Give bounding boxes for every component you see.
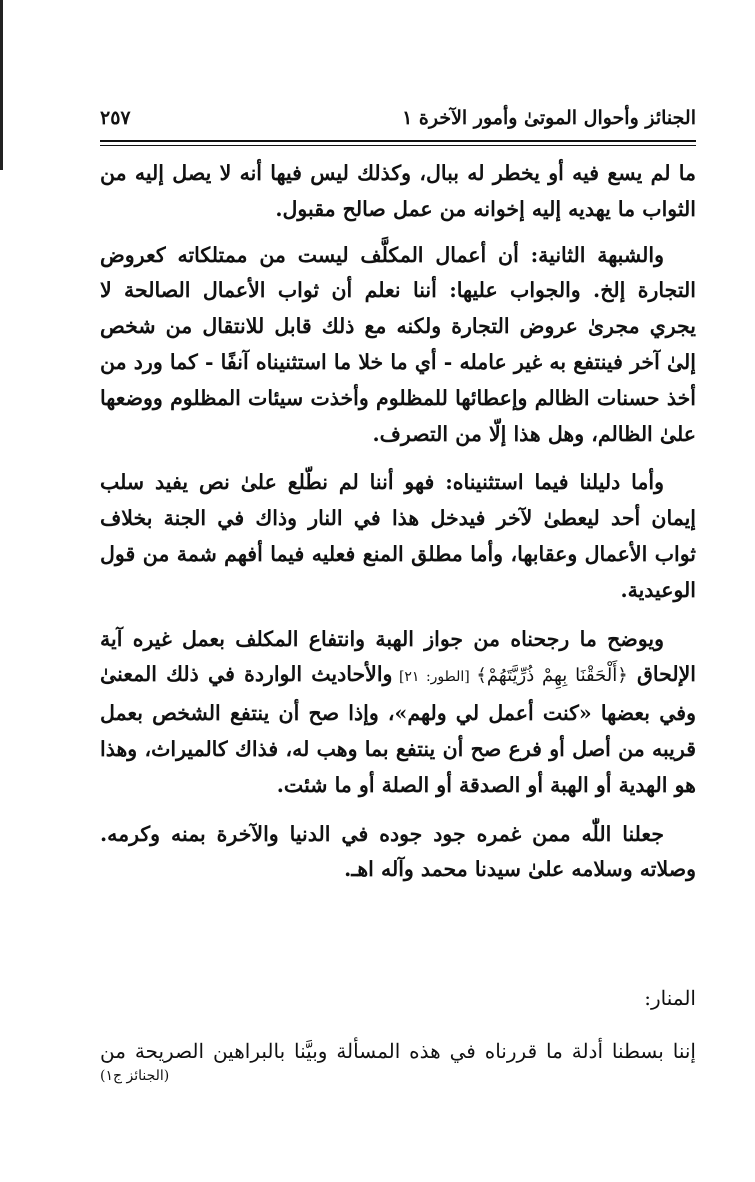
paragraph-second-doubt: والشبهة الثانية: أن أعمال المكلَّف ليست من ممتلكاته كعروض التجارة إلخ. والجواب عليها: أننا نعلم أن ثواب الأعمال الصالحة لا يجري مجرىٰ عروض التجارة ولكنه مع ذلك قابل للانتقال من شخص إلىٰ آخر فينتفع به غير عامله - أي ما خلا ما استثنيناه آنفًا - كما ورد من أخذ حسنات الظالم وإعطائها للمظلوم وأخذت سيئات المظلوم ووضعها علىٰ الظالم، وهل هذا إلّا من التصرف. [100,242,696,446]
quran-verse: ﴿أَلْحَقْنَا بِهِمْ ذُرِّيَّتَهُمْ﴾ [476,665,628,687]
header-rule-thin [100,145,696,146]
paragraph-exception-evidence: وأما دليلنا فيما استثنيناه: فهو أننا لم نطّلع علىٰ نص يفيد سلب إيمان أحد ليعطىٰ لآخر فيدخل هذا في النار وذاك في الجنة بخلاف ثواب الأعمال وعقابها، وأما مطلق المنع فعليه فيما أفهم شمة من قول الوعيدية. [100,470,696,602]
paragraph-closing-prayer: جعلنا اللّٰه ممن غمره جود جوده في الدنيا والآخرة بمنه وكرمه. وصلاته وسلامه علىٰ سيدنا محمد وآله اهـ. [100,821,696,882]
header-rule-thick [100,140,696,142]
section-heading: المنار: [644,986,696,1010]
scan-edge-mark [0,0,3,170]
paragraph-clarification-text: ويوضح ما رجحناه من جواز الهبة وانتفاع المكلف بعمل غيره آية الإلحاق [100,626,696,687]
page-header [100,104,696,138]
final-line: إننا بسطنا أدلة ما قررناه في هذه المسألة وبيَّنا بالبراهين الصريحة من [100,1039,696,1063]
body-text [100,156,696,888]
paragraph-continuation: ما لم يسع فيه أو يخطر له ببال، وكذلك ليس فيها أنه لا يصل إليه من الثواب ما يهديه إليه إخوانه من عمل صالح مقبول. [100,161,696,221]
footnote-signature: (الجنائز ج١) [100,1068,170,1084]
running-title: الجنائز وأحوال الموتىٰ وأمور الآخرة ١ [402,107,696,129]
page-number: ٢٥٧ [100,107,131,129]
paragraph-clarification-rest: والأحاديث الواردة في ذلك المعنىٰ وفي بعضها «كنت أعمل لي ولهم»، وإذا صح أن ينتفع الشخص بعمل قريبه من أصل أو فرع صح أن ينتفع بما وهب له، فذاك كالميراث، وهذا هو الهدية أو الهبة أو الصدقة أو الصلة أو ما شئت. [100,662,696,797]
paragraph-clarification [100,622,696,804]
verse-reference: [الطور: ٢١] [392,669,477,686]
